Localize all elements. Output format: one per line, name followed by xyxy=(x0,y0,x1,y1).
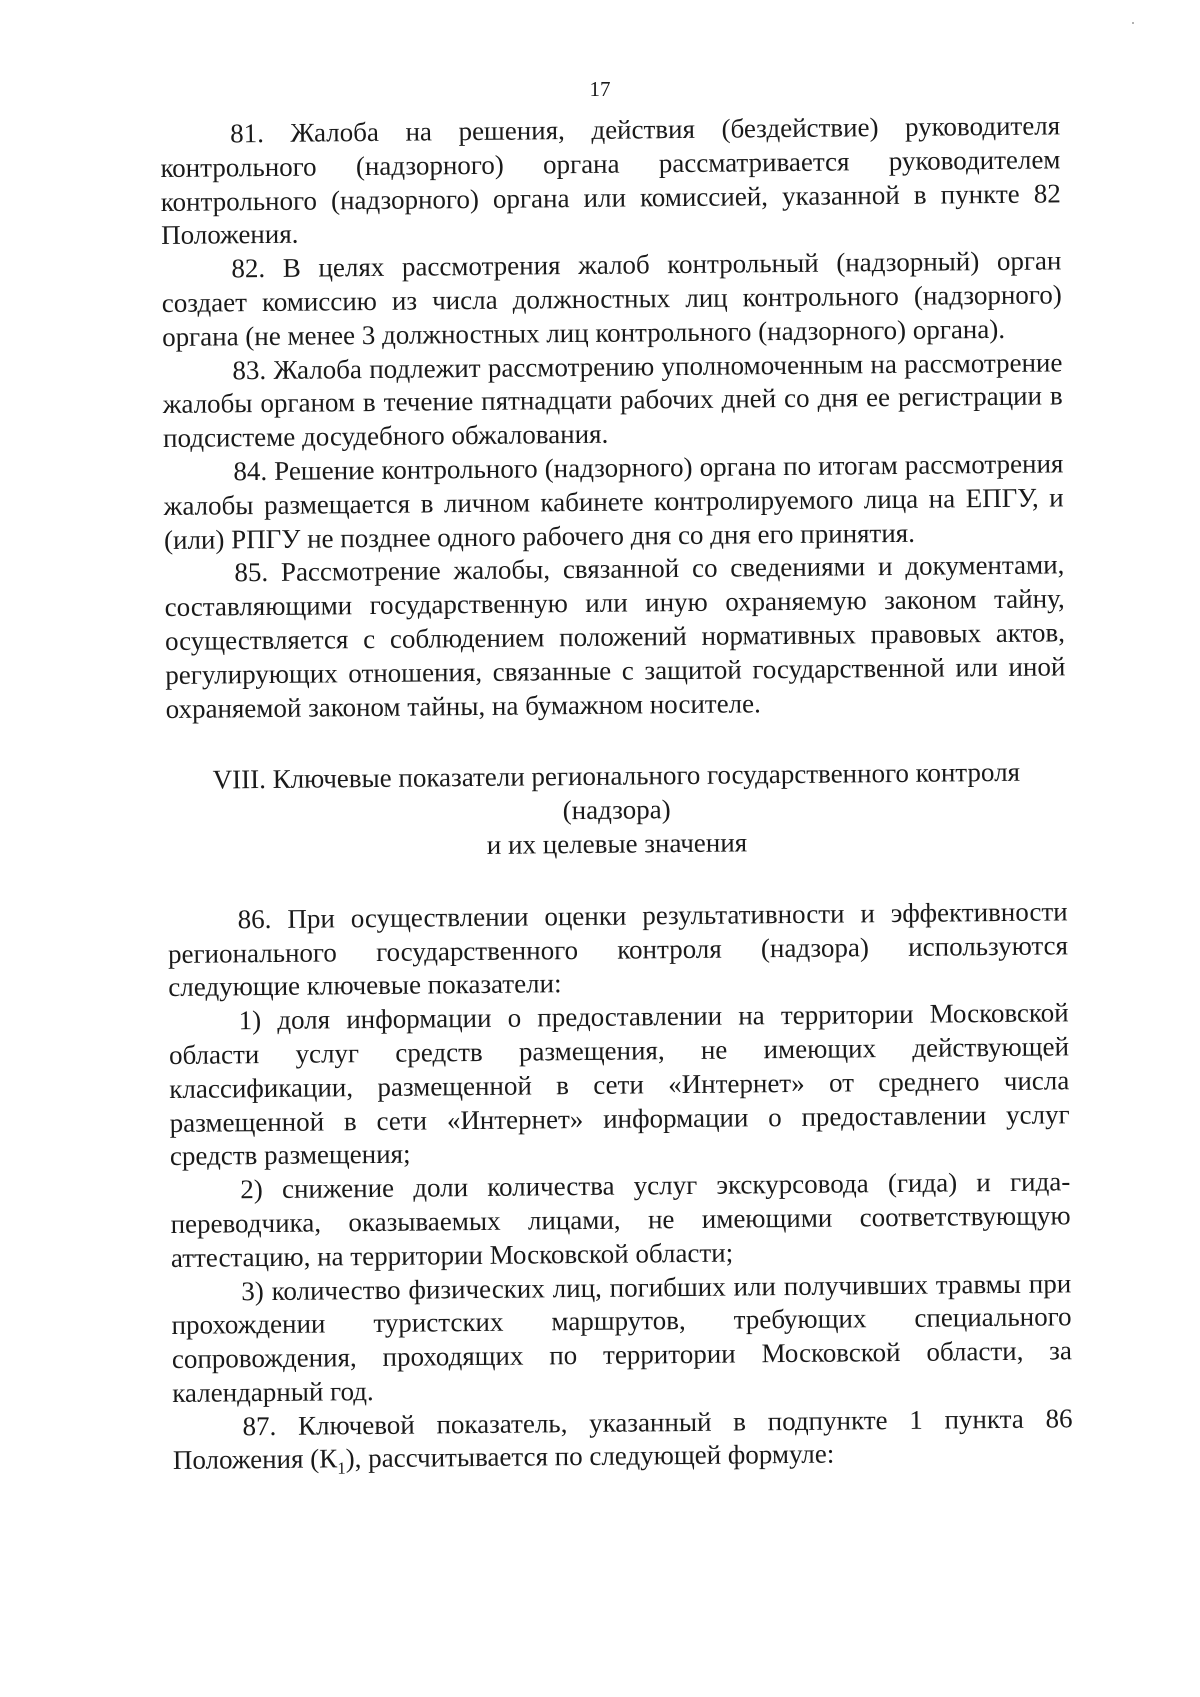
list-item-1: 1) доля информации о предоставлении на территории Московской области услуг средств размещения, не имеющих действующей классификации, размещенной в сети «Интернет» от среднего числа размещенной в сети «Интернет» информации о предоставлении услуг средств размещения; xyxy=(168,997,1070,1172)
paragraph-83: 83. Жалоба подлежит рассмотрению уполномоченным на рассмотрение жалобы органом в течение пятнадцати рабочих дней со дня ее регистрации в подсистеме досудебного обжалования. xyxy=(162,346,1063,454)
paragraph-85: 85. Рассмотрение жалобы, связанной со сведениями и документами, составляющими государственную или иную охраняемую законом тайну, осуществляется с соблюдением положений нормативных правовых актов, регулирующих отношения, связанные с защитой государственной или иной охраняемой законом тайны, на бумажном носителе. xyxy=(164,549,1066,724)
paragraph-87-rest: ), рассчитывается по следующей формуле: xyxy=(345,1439,835,1474)
list-item-2: 2) снижение доли количества услуг экскурсовода (гида) и гида-переводчика, оказываемых лицами, не имеющими соответствующую аттестацию, на территории Московской области; xyxy=(170,1166,1071,1273)
list-item-3: 3) количество физических лиц, погибших или получивших травмы при прохождении туристских маршрутов, требующих специального сопровождения, проходящих по территории Московской области, за календарный год. xyxy=(171,1267,1073,1408)
section-heading-line-1: VIII. Ключевые показатели регионального государственного контроля (надзора) xyxy=(212,757,1021,826)
section-heading-line-2: и их целевые значения xyxy=(486,827,748,860)
scan-speck xyxy=(1132,22,1134,24)
section-heading-viii xyxy=(166,756,1067,866)
paragraph-87 xyxy=(172,1402,1073,1478)
document-body xyxy=(160,109,1073,1478)
paragraph-87-text: 87. Ключевой показатель, указанный в подпункте 1 пункта 86 Положения xyxy=(172,1402,1073,1476)
indicator-k-subscript: 1 xyxy=(337,1459,346,1479)
paragraph-86: 86. При осуществлении оценки результативности и эффективности регионального государственного контроля (надзора) используются следующие ключевые показатели: xyxy=(167,896,1069,1003)
paragraph-81: 81. Жалоба на решения, действия (бездействие) руководителя контрольного (надзорного) органа рассматривается руководителем контрольного (надзорного) органа или комиссией, указанной в пункте 82 Положения. xyxy=(160,110,1061,251)
paragraph-82: 82. В целях рассмотрения жалоб контрольный (надзорный) орган создает комиссию из числа должностных лиц контрольного (надзорного) органа (не менее 3 должностных лиц контрольного (надзорного) органа). xyxy=(161,245,1062,352)
page-number: 17 xyxy=(589,77,611,101)
indicator-k-label: (К xyxy=(310,1443,338,1475)
paragraph-84: 84. Решение контрольного (надзорного) органа по итогам рассмотрения жалобы размещается в личном кабинете контролируемого лица на ЕПГУ, и (или) РПГУ не позднее одного рабочего дня со дня его принятия. xyxy=(163,448,1064,555)
